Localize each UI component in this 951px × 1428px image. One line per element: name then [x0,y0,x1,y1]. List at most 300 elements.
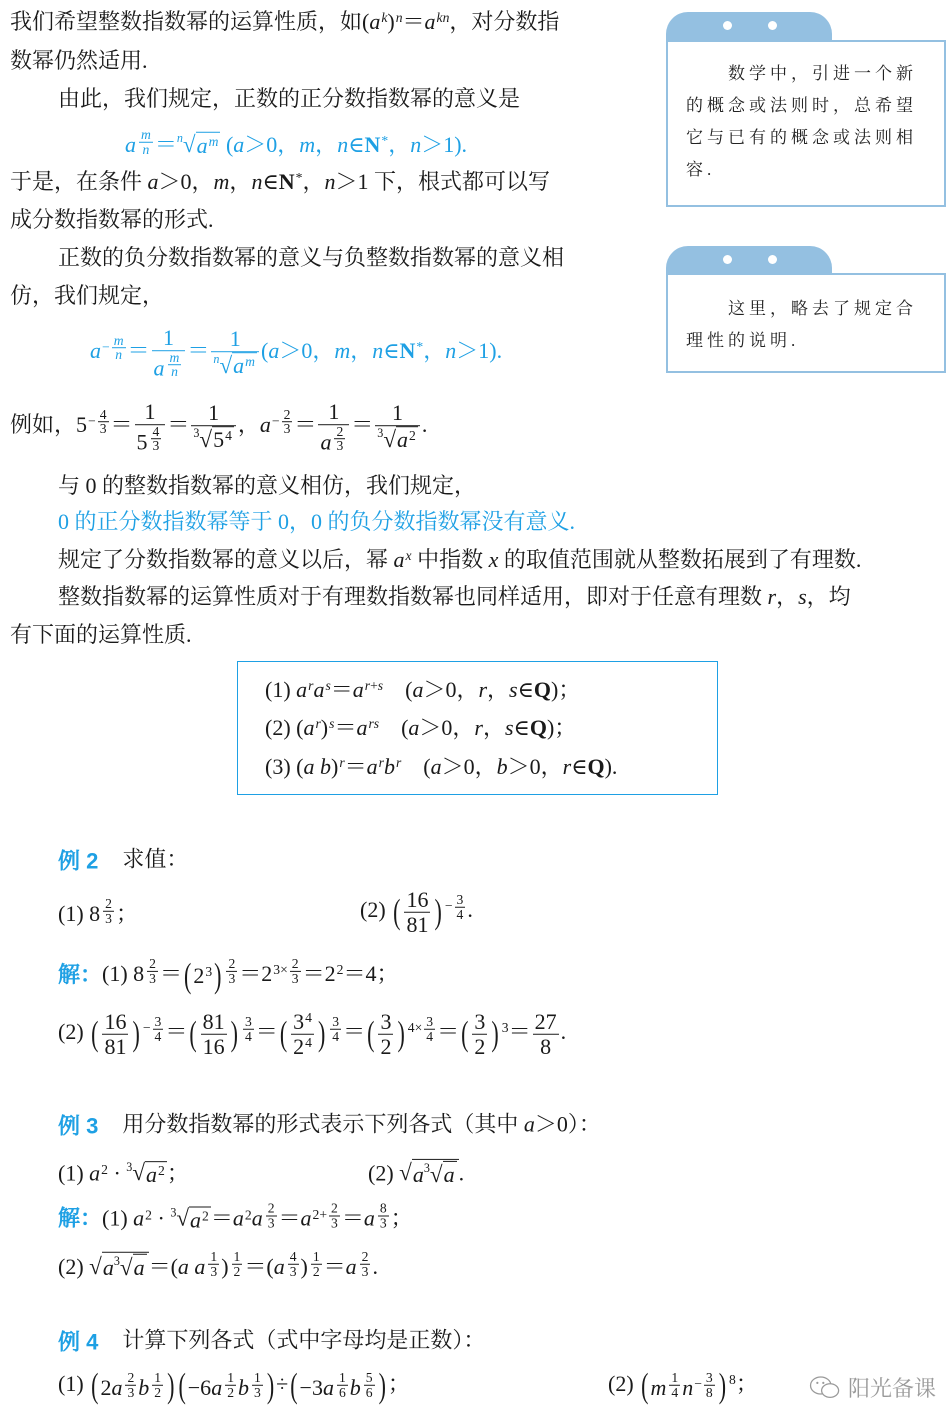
math-variable: r [562,753,572,779]
math-text: ) [387,8,395,34]
watermark-text: 阳光备课 [848,1376,937,1401]
math-text: 与 0 的整数指数幂的意义相仿，我们规定， [58,472,477,498]
math-text: 3 [113,1253,120,1268]
exponent [368,717,379,731]
math-text: 8 [540,1033,552,1059]
radicand [133,1254,147,1280]
group-content [650,1371,716,1401]
exponent [143,1015,166,1043]
left-paren-icon: ( [367,1012,375,1053]
math-text: 3 [283,421,291,437]
math-text: 4 [289,1248,297,1264]
math-line [58,473,476,499]
math-text: 2 [336,423,344,439]
exponent [286,1250,301,1278]
math-text: (1) 8 [58,900,101,926]
exponent [305,1011,312,1025]
math-text: ； [166,1160,189,1186]
example-title [122,847,188,873]
fraction [211,328,259,379]
numerator [364,1371,375,1386]
math-text: 1 [254,1369,261,1385]
numerator [378,1010,393,1035]
math-text: (1) [102,1205,134,1231]
denominator [151,440,162,454]
math-text: 8 [729,1372,736,1388]
numerator [103,897,114,912]
math-text: ∈ [571,753,588,779]
number-set-symbol: N [278,168,295,194]
math-text: 4 [305,1009,312,1025]
fraction [151,425,162,453]
math-text: (2) ( [265,714,304,740]
exponent [362,1371,377,1399]
math-variable: a [320,429,332,455]
number-set-symbol: Q [529,714,547,740]
radical [170,1205,211,1233]
exponent [101,1163,108,1177]
math-line [368,1159,464,1187]
math-text: 3 [423,1160,430,1175]
numerator [225,1371,236,1386]
radical-sign-icon: √ [399,1159,412,1186]
math-text: 1 [229,326,241,352]
example-2-heading [58,845,188,876]
math-text: · [151,1205,171,1231]
math-text: ) [330,753,339,779]
math-text: ( [260,338,269,364]
number-set-symbol: N [364,131,381,157]
numerator [135,400,166,425]
fraction [404,888,430,937]
math-text: 3 [205,963,213,979]
math-line [90,326,502,380]
example-2-question-1 [58,897,138,927]
exponent [166,351,184,379]
math-variable: a [412,1161,424,1187]
math-text: (2) [58,1253,90,1279]
math-text: 5 [136,429,148,455]
paragraph-line [10,622,192,648]
fraction [455,893,466,921]
exponent [409,429,416,443]
math-text: 正数的负分数指数幂的意义与负整数指数幂的意义相 [58,244,565,270]
math-line [58,1364,410,1405]
denominator [311,1264,322,1278]
math-text: − [102,339,110,355]
math-text: ＝ [127,338,150,364]
math-variable: rs [368,715,380,731]
numerator [375,402,420,427]
math-text: ，对分数指 [449,8,560,34]
example-2-solution-1 [58,954,399,995]
math-text: − [142,1020,151,1036]
math-text: 3 [152,438,160,454]
math-variable: s [325,677,331,693]
exponent [694,1371,717,1399]
example-title [122,1112,601,1138]
math-variable: r [378,754,384,770]
math-line [122,1112,601,1138]
radical [89,1252,148,1280]
math-variable: n [142,141,150,157]
parenthesized-group [176,1364,276,1405]
math-text: ； [735,1371,758,1397]
numerator [266,1202,277,1217]
fraction [98,408,109,436]
math-variable: n [213,351,220,366]
math-text: ， [487,676,510,702]
exponent [502,1021,509,1035]
math-text: ， [482,714,505,740]
numerator [151,425,162,440]
fraction [232,1250,243,1278]
fraction [330,1015,341,1043]
numerator [139,128,153,143]
solution-math [102,1202,413,1232]
fraction [704,1371,715,1399]
math-text: ， [423,338,446,364]
right-paren-icon: ) [167,1364,175,1405]
math-line [10,48,148,74]
numerator [378,1202,389,1217]
numerator [232,1250,243,1265]
math-text: 3 [267,1215,275,1231]
math-text: 3 [126,1159,133,1174]
fraction [282,408,293,436]
solution-math [102,954,399,995]
denominator [364,1385,375,1399]
math-line [10,622,192,648]
denominator [243,1030,254,1044]
parenthesized-group [365,1010,407,1059]
math-text: ＝ [402,8,425,34]
math-line [58,86,520,112]
fraction [288,1250,299,1278]
math-text: 2 [267,1200,275,1216]
math-line [58,509,575,535]
math-text: 3 [331,1215,338,1231]
left-paren-icon: ( [393,890,401,931]
math-variable: a [356,714,368,740]
fraction [152,1371,163,1399]
radical-sign-icon: √ [199,426,213,453]
denominator [168,366,182,380]
parenthesized-group [459,1010,501,1059]
math-variable: a [412,676,424,702]
math-text: ∈ [383,338,400,364]
numerator [201,1010,227,1035]
math-variable: s [798,583,807,609]
group-content [100,1371,165,1401]
math-text: ＝ [159,960,182,986]
numerator [102,1010,128,1035]
math-text: ∈ [513,714,530,740]
math-text: 3 [379,1215,387,1231]
math-text: ＞0， [279,338,335,364]
math-text: 3 [170,1205,177,1220]
math-text: 2 [336,962,344,978]
math-text: 4 [426,1028,434,1044]
math-variable: r [767,583,777,609]
parenthesized-group [288,1364,388,1405]
math-text: 3 [127,1384,135,1400]
radical [193,426,234,452]
left-paren-icon: ( [641,1364,649,1405]
note-text: 这里，略去了规定合理性的说明. [686,299,917,350]
numerator [424,1015,435,1030]
radical [126,1159,167,1187]
definition-formula-positive [125,128,467,158]
math-line [122,1328,485,1354]
math-variable: a [303,714,315,740]
math-text: 3 [210,1263,218,1279]
math-variable: a [153,355,165,381]
exponent [223,1371,238,1399]
math-text: * [295,169,303,185]
radical-sign-icon: √ [219,352,233,379]
math-variable: m [334,338,351,364]
fraction [311,1250,322,1278]
math-variable: a [322,1374,334,1400]
exponent [224,957,239,985]
math-text: ＝( [244,1253,274,1279]
paragraph-line [10,9,559,35]
left-paren-icon: ( [91,1364,99,1405]
fraction [472,1010,487,1059]
math-text: 由此，我们规定，正数的正分数指数幂的意义是 [58,85,521,111]
math-text: ∈ [262,168,279,194]
right-paren-icon: ) [214,954,222,995]
math-text: 2 [149,955,156,971]
math-text: − [444,898,453,914]
denominator [211,352,259,378]
note-tab [666,12,832,42]
right-paren-icon: ) [718,1364,727,1405]
math-text: ÷ [276,1371,289,1397]
math-line [265,715,576,741]
math-text: 1 [338,1369,346,1385]
exponent [206,1250,221,1278]
fraction [191,402,236,453]
denominator [291,1035,314,1059]
math-variable: kn [436,9,450,25]
exponent [245,355,255,369]
math-text: ，均 [806,583,851,609]
exponent [313,1202,342,1230]
math-text: 27 [534,1008,557,1034]
math-text: ∈ [517,676,534,702]
math-line [58,1250,378,1280]
denominator [152,1385,163,1399]
math-variable: n [410,131,422,157]
group-content [100,1010,130,1059]
math-text: 3 [228,970,236,986]
math-text: 中指数 [411,546,489,572]
math-text: 3 [474,1008,486,1034]
fraction [103,897,114,925]
radicand [212,426,234,452]
math-variable: n [324,168,336,194]
radicand [412,1159,459,1187]
example-3-question-2 [368,1159,464,1187]
math-text: . [458,1160,465,1186]
math-variable: n [337,131,349,157]
math-variable: a [190,1207,202,1233]
denominator [424,1030,435,1044]
math-text: 3 [361,1263,369,1279]
exponent [408,1015,437,1043]
note-body [666,273,946,373]
math-text: * [381,133,389,149]
math-text: 4 [456,906,464,922]
math-text: − [271,413,280,429]
math-text: 3 [380,1008,392,1034]
math-text: ， [350,338,373,364]
exponent [358,1250,373,1278]
numerator [153,1015,164,1030]
radical-sign-icon: √ [383,426,396,453]
math-line [10,207,214,233]
math-line [360,888,473,937]
example-label: 例 4 [58,1329,99,1355]
denominator [329,1216,340,1230]
paragraph-line [10,207,214,233]
math-text: ＞1 下，根式都可以写 [335,168,550,194]
math-text: ； [115,900,138,926]
denominator [103,911,114,925]
denominator [252,1385,263,1399]
fraction [102,1010,128,1059]
paragraph-line [58,473,476,499]
math-text: 2 [244,1207,252,1223]
math-text: . [421,412,428,438]
math-text: 3 [291,970,299,986]
fraction [112,334,126,362]
wechat-icon [808,1374,842,1402]
math-text: (1) [58,1160,90,1186]
exponent [264,1202,279,1230]
dot-icon [768,21,777,30]
math-text: ， [302,168,325,194]
radicand [196,132,221,158]
fraction [290,957,301,985]
math-text: ＞0， [244,131,300,157]
math-variable: m [245,354,255,370]
group-content [188,1371,265,1401]
math-variable: a [146,1161,158,1187]
math-text: 2 [193,962,205,988]
math-text: 2 [227,1384,234,1400]
math-variable: n [395,9,403,25]
math-text: 1 [392,400,404,426]
fraction [669,1371,680,1399]
example-3-solution-2 [58,1250,378,1280]
math-variable: a [177,1253,189,1279]
math-variable: b [383,753,395,779]
exponent [335,1371,350,1399]
numerator [291,1010,314,1035]
math-text: 4 [225,428,232,444]
math-variable: a [345,1253,357,1279]
math-text: 3 [377,425,384,440]
math-text: 3 [426,1013,434,1029]
math-text: . [560,1019,567,1045]
math-variable: a [102,1255,114,1281]
denominator [533,1035,559,1059]
fraction [318,400,349,454]
math-text: ＝ [187,338,210,364]
radicand [145,1161,167,1187]
right-paren-icon: ) [230,1012,238,1053]
numerator [226,957,237,972]
math-text: ； [387,1371,410,1397]
example-3-question-1 [58,1159,189,1187]
math-text: 8 [705,1384,713,1400]
fraction [337,1371,348,1399]
example-3-heading [58,1110,601,1141]
parenthesized-group [278,1010,327,1059]
fraction [135,400,166,454]
numerator [318,400,349,425]
math-variable: s [377,677,384,693]
radical [177,131,221,159]
math-line [122,847,188,873]
math-text: 4 [671,1384,679,1400]
math-text: −6 [187,1374,212,1400]
math-line [58,245,564,271]
left-paren-icon: ( [184,954,192,995]
exponent [102,334,128,362]
math-text: ， [315,131,338,157]
math-variable: a [259,412,271,438]
math-line [608,1364,758,1405]
denominator [669,1385,680,1399]
math-variable: b [138,1374,150,1400]
denominator [208,1264,219,1278]
math-variable: r [395,754,402,770]
denominator [112,349,126,363]
exponent [241,1015,256,1043]
fraction [153,1015,164,1043]
fraction [208,1250,219,1278]
math-text: (2) [360,897,392,923]
note-body [666,40,946,207]
numerator [472,1010,487,1035]
right-paren-icon: ) [317,1012,326,1053]
math-text: 3 [154,1013,162,1029]
math-text: ＝ [508,1019,531,1045]
math-line [265,754,617,780]
math-text: 3 [289,1263,297,1279]
exponent [437,11,450,25]
numerator [168,351,182,366]
math-line [58,584,851,610]
math-text: 3 [293,1008,305,1034]
math-variable: a [194,1253,206,1279]
exponent [225,429,232,443]
math-text: ＝ [330,676,353,702]
denominator [135,425,166,454]
math-text: ＝ [323,1253,346,1279]
exponent [88,408,111,436]
math-text: 的取值范围就从整数拓展到了有理数. [498,546,862,572]
math-variable: x [488,546,499,572]
numerator [704,1371,715,1386]
math-text: 16 [104,1008,127,1034]
math-variable: a [393,546,405,572]
radicand [396,426,418,452]
